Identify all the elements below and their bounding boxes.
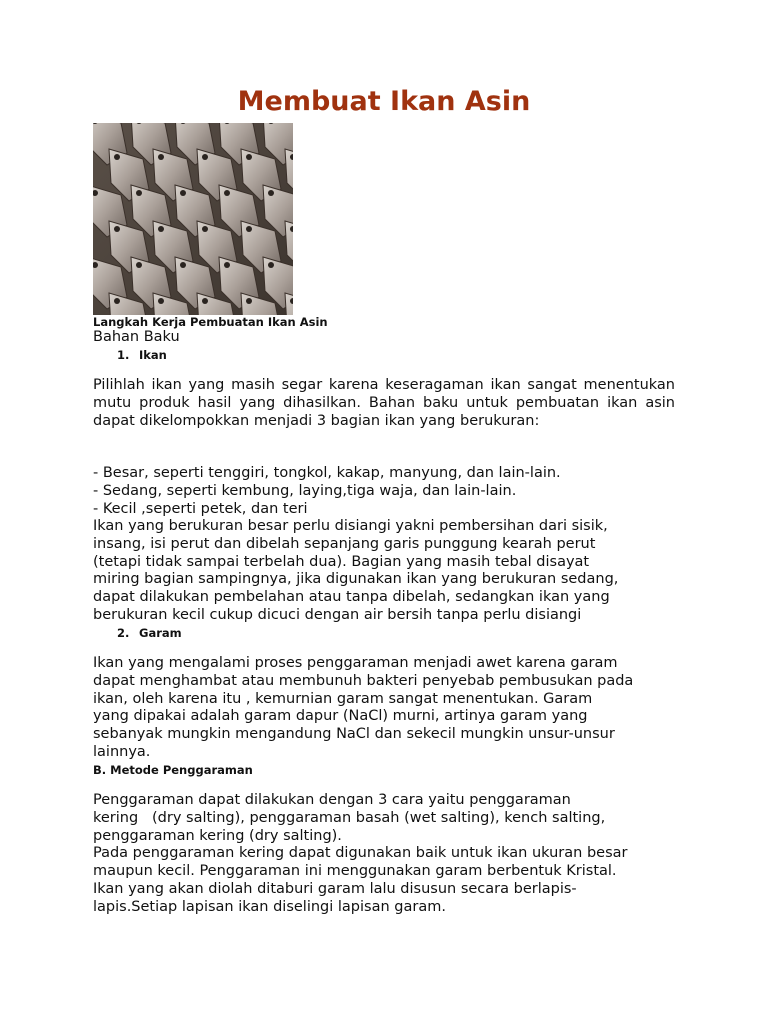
text-line: dapat dilakukan pembelahan atau tanpa dibelah, sedangkan ikan yang — [93, 589, 610, 606]
text-line: (tetapi tidak sampai terbelah dua). Bagian yang masih tebal disayat — [93, 553, 590, 570]
paragraph-penyiangan — [93, 518, 675, 625]
text-line: Ikan yang mengalami proses penggaraman menjadi awet karena garam — [93, 655, 618, 671]
page-title: Membuat Ikan Asin — [237, 86, 531, 117]
text-line: berukuran kecil cukup dicuci dengan air bersih tanpa perlu disiangi — [93, 606, 582, 623]
fish-eye — [224, 190, 230, 196]
paragraph-garam — [93, 655, 675, 762]
text-line: lainnya. — [93, 743, 151, 760]
list-item: - Sedang, seperti kembung, laying,tiga waja, dan lain-lain. — [93, 482, 517, 499]
list-item-ikan — [117, 348, 167, 362]
list-item-garam — [117, 626, 182, 640]
text-line: Ikan yang berukuran besar perlu disiangi yakni pembersihan dari sisik, — [93, 518, 608, 534]
text-line: sebanyak mungkin mengandung NaCl dan sekecil mungkin unsur-unsur — [93, 726, 615, 743]
fish-eye — [202, 154, 208, 160]
fish-eye — [202, 298, 208, 304]
paragraph-metode — [93, 792, 675, 917]
fish-eye — [224, 262, 230, 268]
text-line: kering (dry salting), penggaraman basah (wet salting), kench salting, — [93, 809, 606, 826]
fish-eye — [158, 226, 164, 232]
list-item: - Besar, seperti tenggiri, tongkol, kakap, manyung, dan lain-lain. — [93, 465, 561, 481]
fish-eye — [158, 298, 164, 304]
text-line: lapis.Setiap lapisan ikan diselingi lapisan garam. — [93, 898, 446, 915]
fish-shape — [285, 293, 293, 315]
list-label: Ikan — [139, 348, 167, 362]
list-item: - Kecil ,seperti petek, dan teri — [93, 500, 308, 517]
fish-eye — [246, 226, 252, 232]
size-list — [93, 465, 675, 518]
text-line: Penggaraman dapat dilakukan dengan 3 cara yaitu penggaraman — [93, 792, 571, 808]
text-line: miring bagian sampingnya, jika digunakan ikan yang berukuran sedang, — [93, 571, 619, 588]
text-line: maupun kecil. Penggaraman ini menggunakan garam berbentuk Kristal. — [93, 863, 617, 880]
fish-eye — [136, 262, 142, 268]
fish-eye — [202, 226, 208, 232]
text-line: ikan, oleh karena itu , kemurnian garam sangat menentukan. Garam — [93, 690, 593, 707]
text-line: yang dipakai adalah garam dapur (NaCl) murni, artinya garam yang — [93, 708, 588, 725]
text-line: Ikan yang akan diolah ditaburi garam lalu disusun secara berlapis- — [93, 880, 577, 897]
section-heading: Langkah Kerja Pembuatan Ikan Asin — [93, 315, 328, 329]
list-label: Garam — [139, 626, 182, 640]
fish-eye — [246, 154, 252, 160]
fish-eye — [158, 154, 164, 160]
fish-eye — [114, 298, 120, 304]
bahan-baku-label: Bahan Baku — [93, 329, 180, 345]
fish-eye — [114, 226, 120, 232]
fish-eye — [268, 190, 274, 196]
list-number: 2. — [117, 626, 130, 640]
text-line: Pada penggaraman kering dapat digunakan baik untuk ikan ukuran besar — [93, 845, 628, 862]
text-line: penggaraman kering (dry salting). — [93, 827, 342, 844]
fish-eye — [180, 190, 186, 196]
list-number: 1. — [117, 348, 130, 362]
fish-eye — [114, 154, 120, 160]
fish-eye — [136, 190, 142, 196]
section-b-heading: B. Metode Penggaraman — [93, 763, 253, 777]
fish-eye — [246, 298, 252, 304]
dried-fish-photo — [93, 123, 293, 315]
paragraph-ikan-selection: Pilihlah ikan yang masih segar karena keseragaman ikan sangat menentukan mutu produk hasil yang dihasilkan. Bahan baku untuk pembuatan ikan asin dapat dikelompokkan menjadi 3 bagian ikan yang berukuran: — [93, 377, 675, 429]
text-line: dapat menghambat atau membunuh bakteri penyebab pembusukan pada — [93, 672, 634, 689]
text-line: insang, isi perut dan dibelah sepanjang garis punggung kearah perut — [93, 535, 596, 552]
fish-eye — [180, 262, 186, 268]
fish-eye — [268, 262, 274, 268]
